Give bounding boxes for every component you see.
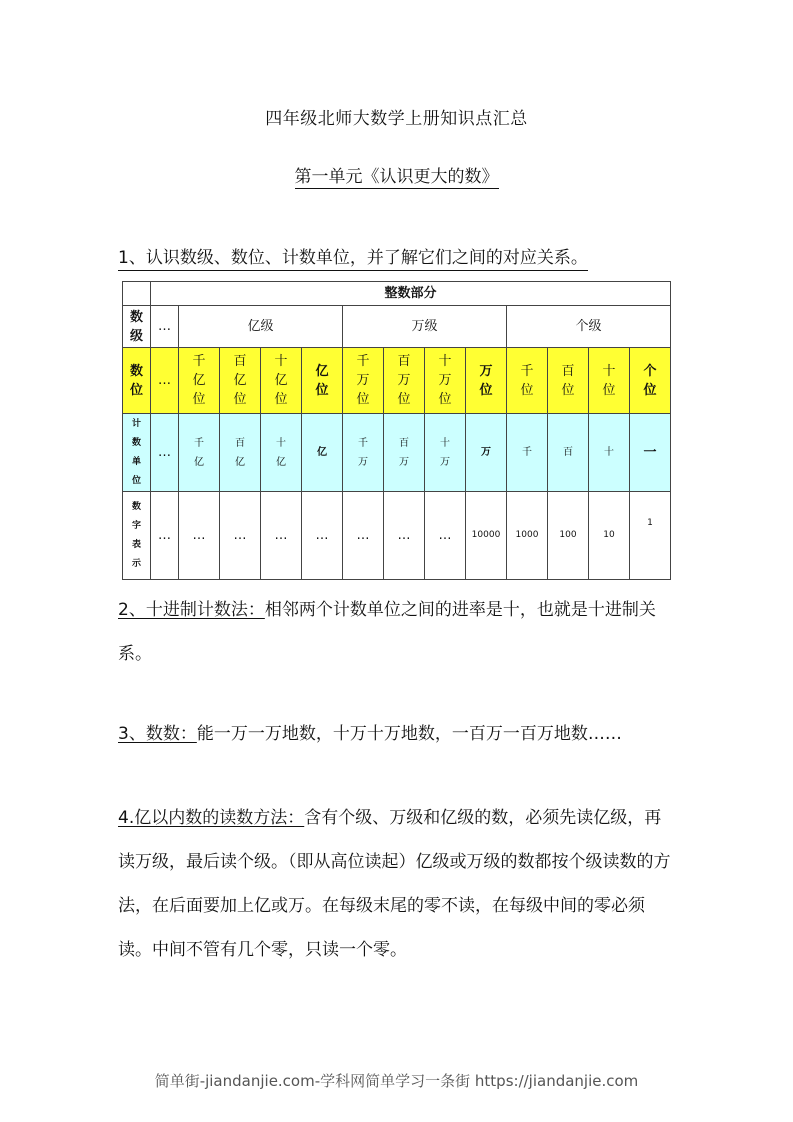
- section3-heading: 3、数数：: [118, 724, 197, 744]
- unit-cell: [261, 414, 302, 492]
- digit-cell: 100: [548, 492, 589, 580]
- place-cell: [220, 348, 261, 414]
- place-cell-text: 百位: [561, 363, 575, 398]
- row-label-place: [123, 348, 151, 414]
- section2-heading: 2、十进制计数法：: [118, 600, 265, 620]
- table-header-integer-part: 整数部分: [151, 282, 671, 306]
- level-row: [123, 306, 671, 348]
- unit-cell-text: 十万: [440, 437, 450, 468]
- place-cell-text: 十位: [602, 363, 616, 398]
- digit-cell: …: [220, 492, 261, 580]
- digit-cell: …: [179, 492, 220, 580]
- digit-cell: 1000: [507, 492, 548, 580]
- digit-cell: …: [302, 492, 343, 580]
- section1-heading: [118, 236, 678, 280]
- place-cell-text: 千位: [520, 363, 534, 398]
- unit-cell: [343, 414, 384, 492]
- place-value-table: [122, 281, 671, 580]
- level-cell-ge: 个级: [507, 306, 671, 348]
- row-label-level-text: 数级: [130, 309, 144, 344]
- level-cell-yi: 亿级: [179, 306, 343, 348]
- place-row: [123, 348, 671, 414]
- unit-cell: 百: [548, 414, 589, 492]
- unit-cell: [425, 414, 466, 492]
- place-cell-text: 亿位: [315, 363, 329, 398]
- section4: [118, 796, 678, 972]
- place-cell: …: [151, 348, 179, 414]
- section3: [118, 712, 678, 756]
- table-header-row: [123, 282, 671, 306]
- place-cell-text: 十万位: [438, 354, 452, 407]
- place-cell-text: 十亿位: [274, 354, 288, 407]
- place-cell: [507, 348, 548, 414]
- digit-row: [123, 492, 671, 580]
- row-label-digit-text: 数字表示: [132, 501, 142, 569]
- digit-cell: …: [425, 492, 466, 580]
- document-title: 四年级北师大数学上册知识点汇总: [265, 109, 528, 129]
- place-cell: [548, 348, 589, 414]
- unit-cell: [220, 414, 261, 492]
- unit-cell-text: 千亿: [194, 437, 204, 468]
- unit-cell: 千: [507, 414, 548, 492]
- unit-cell: 一: [630, 414, 671, 492]
- place-cell-text: 百万位: [397, 354, 411, 407]
- digit-cell: 1: [630, 492, 671, 580]
- unit-cell-text: 百亿: [235, 437, 245, 468]
- place-cell: [179, 348, 220, 414]
- digit-cell: 10000: [466, 492, 507, 580]
- unit-cell: [179, 414, 220, 492]
- place-cell: [589, 348, 630, 414]
- unit-cell: 万: [466, 414, 507, 492]
- level-cell-ellipsis: …: [151, 306, 179, 348]
- row-label-digit: [123, 492, 151, 580]
- place-cell-text: 万位: [479, 363, 493, 398]
- row-label-place-text: 数位: [130, 363, 144, 398]
- place-cell: [466, 348, 507, 414]
- section2-body: 相邻两个计数单位之间的进率是十，也就是十进制关系。: [118, 600, 656, 664]
- row-label-unit: [123, 414, 151, 492]
- unit-cell-text: 百万: [399, 437, 409, 468]
- section1-heading-text: 1、认识数级、数位、计数单位，并了解它们之间的对应关系。: [118, 248, 588, 271]
- unit-row: [123, 414, 671, 492]
- place-cell-text: 千亿位: [192, 354, 206, 407]
- place-cell: [384, 348, 425, 414]
- digit-cell: …: [151, 492, 179, 580]
- row-label-level: [123, 306, 151, 348]
- level-cell-wan: 万级: [343, 306, 507, 348]
- section2: [118, 588, 678, 676]
- unit-cell: 十: [589, 414, 630, 492]
- place-cell-text: 百亿位: [233, 354, 247, 407]
- digit-cell: …: [261, 492, 302, 580]
- unit-cell-text: 十亿: [276, 437, 286, 468]
- row-label-unit-text: 计数单位: [132, 418, 142, 486]
- unit-cell: …: [151, 414, 179, 492]
- section4-heading: 4.亿以内数的读数方法：: [118, 808, 305, 828]
- unit-title: [0, 162, 793, 187]
- unit-cell: [384, 414, 425, 492]
- digit-cell: …: [384, 492, 425, 580]
- table-corner-cell: [123, 282, 151, 306]
- unit-cell-text: 千万: [358, 437, 368, 468]
- section4-body: 含有个级、万级和亿级的数，必须先读亿级，再读万级，最后读个级。（即从高位读起）亿级或万级的数都按个级读数的方法，在后面要加上亿或万。在每级末尾的零不读，在每级中间的零必须读。中间不管有几个零，只读一个零。: [118, 808, 671, 960]
- digit-cell: 10: [589, 492, 630, 580]
- place-cell: [261, 348, 302, 414]
- section3-body: 能一万一万地数，十万十万地数，一百万一百万地数……: [196, 724, 622, 744]
- place-cell-text: 千万位: [356, 354, 370, 407]
- place-cell: [425, 348, 466, 414]
- unit-cell: 亿: [302, 414, 343, 492]
- digit-cell: …: [343, 492, 384, 580]
- unit-title-text: 第一单元《认识更大的数》: [294, 167, 499, 187]
- footer-watermark: 简单街-jiandanjie.com-学科网简单学习一条街 https://jiandanjie.com: [154, 1072, 639, 1090]
- place-cell: [302, 348, 343, 414]
- place-cell-text: 个位: [643, 363, 657, 398]
- place-cell: [630, 348, 671, 414]
- place-cell: [343, 348, 384, 414]
